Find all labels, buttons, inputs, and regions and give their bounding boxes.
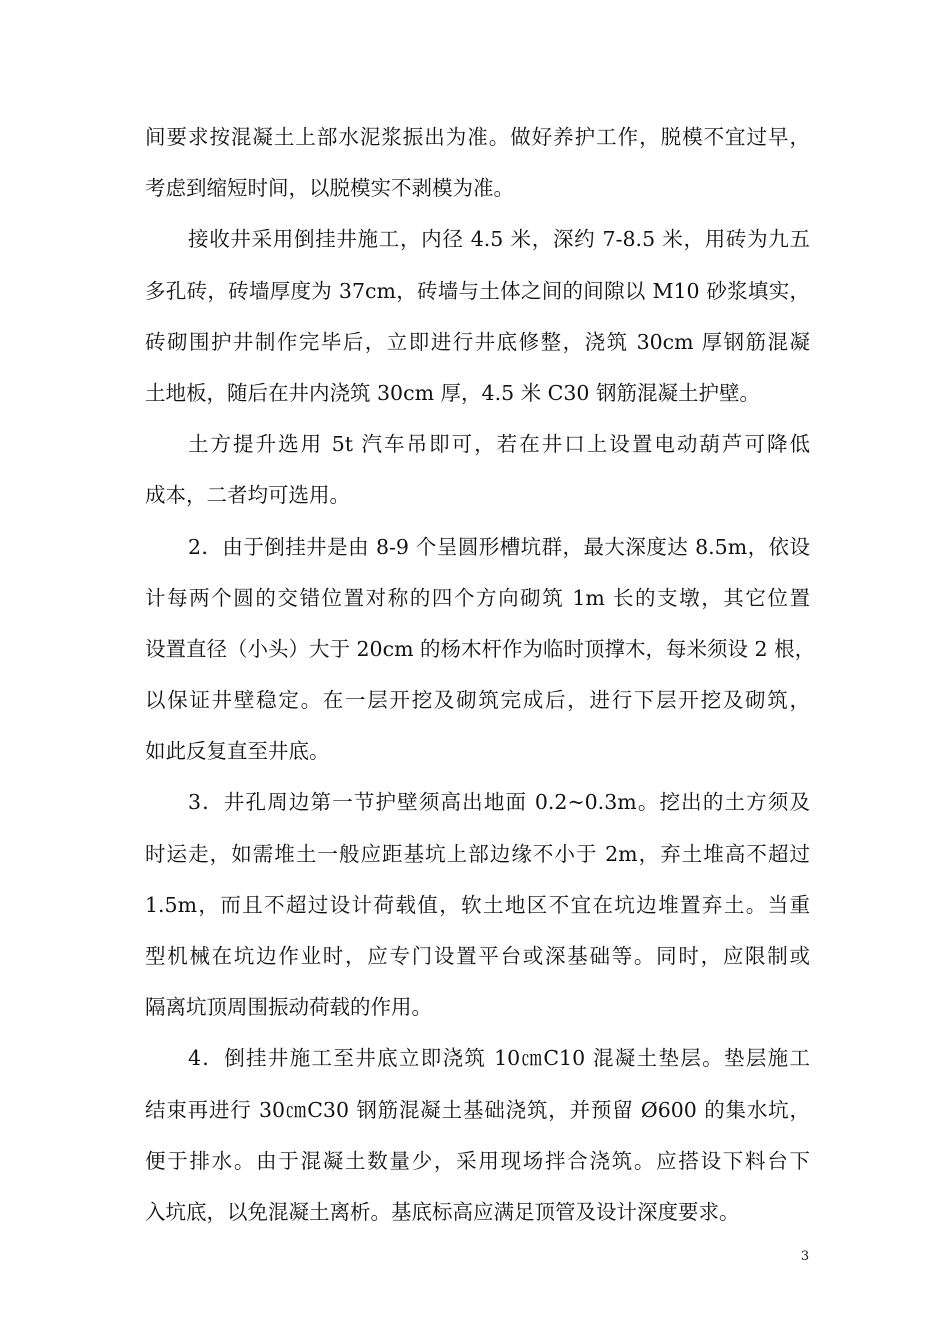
text-line: 土方提升选用 5t 汽车吊即可，若在井口上设置电动葫芦可降低 — [188, 432, 810, 457]
body-text — [145, 112, 816, 1238]
text-line: 型机械在坑边作业时，应专门设置平台或深基础等。同时，应限制或 — [145, 944, 810, 968]
text-line: 便于排水。由于混凝土数量少，采用现场拌合浇筑。应搭设下料台下 — [145, 1148, 810, 1173]
text-line: 成本，二者均可选用。 — [145, 483, 350, 508]
text-line: 4．倒挂井施工至井底立即浇筑 10㎝C10 混凝土垫层。垫层施工 — [188, 1046, 810, 1071]
text-line: 结束再进行 30㎝C30 钢筋混凝土基础浇筑，并预留 Ø600 的集水坑， — [145, 1097, 810, 1122]
text-line: 2．由于倒挂井是由 8-9 个呈圆形槽坑群，最大深度达 8.5m，依设 — [188, 534, 810, 559]
text-line: 入坑底，以免混凝土离析。基底标高应满足顶管及设计深度要求。 — [145, 1199, 740, 1224]
text-line: 设置直径（小头）大于 20cm 的杨木杆作为临时顶撑木，每米须设 2 根， — [145, 636, 816, 661]
text-line: 土地板，随后在井内浇筑 30cm 厚，4.5 米 C30 钢筋混凝土护壁。 — [145, 380, 760, 405]
text-line: 隔离坑顶周围振动荷载的作用。 — [145, 995, 432, 1020]
text-line: 计每两个圆的交错位置对称的四个方向砌筑 1m 长的支墩，其它位置 — [145, 585, 810, 610]
text-line: 1.5m，而且不超过设计荷载值，软土地区不宜在坑边堆置弃土。当重 — [145, 892, 810, 917]
text-line: 考虑到缩短时间，以脱模实不剥模为准。 — [145, 176, 514, 201]
text-line: 接收井采用倒挂井施工，内径 4.5 米，深约 7-8.5 米，用砖为九五 — [188, 227, 810, 252]
text-line: 多孔砖，砖墙厚度为 37cm，砖墙与土体之间的间隙以 M10 砂浆填实， — [145, 278, 810, 303]
text-line: 以保证井壁稳定。在一层开挖及砌筑完成后，进行下层开挖及砌筑， — [145, 688, 810, 713]
text-line: 如此反复直至井底。 — [145, 739, 330, 764]
text-line: 3．井孔周边第一节护壁须高出地面 0.2~0.3m。挖出的土方须及 — [188, 790, 810, 815]
text-line: 砖砌围护井制作完毕后，立即进行井底修整，浇筑 30cm 厚钢筋混凝 — [145, 329, 810, 354]
text-line: 时运走，如需堆土一般应距基坑上部边缘不小于 2m，弃土堆高不超过 — [145, 841, 810, 866]
text-line: 间要求按混凝土上部水泥浆振出为准。做好养护工作，脱模不宜过早， — [145, 125, 810, 149]
page-number: 3 — [800, 1249, 810, 1264]
